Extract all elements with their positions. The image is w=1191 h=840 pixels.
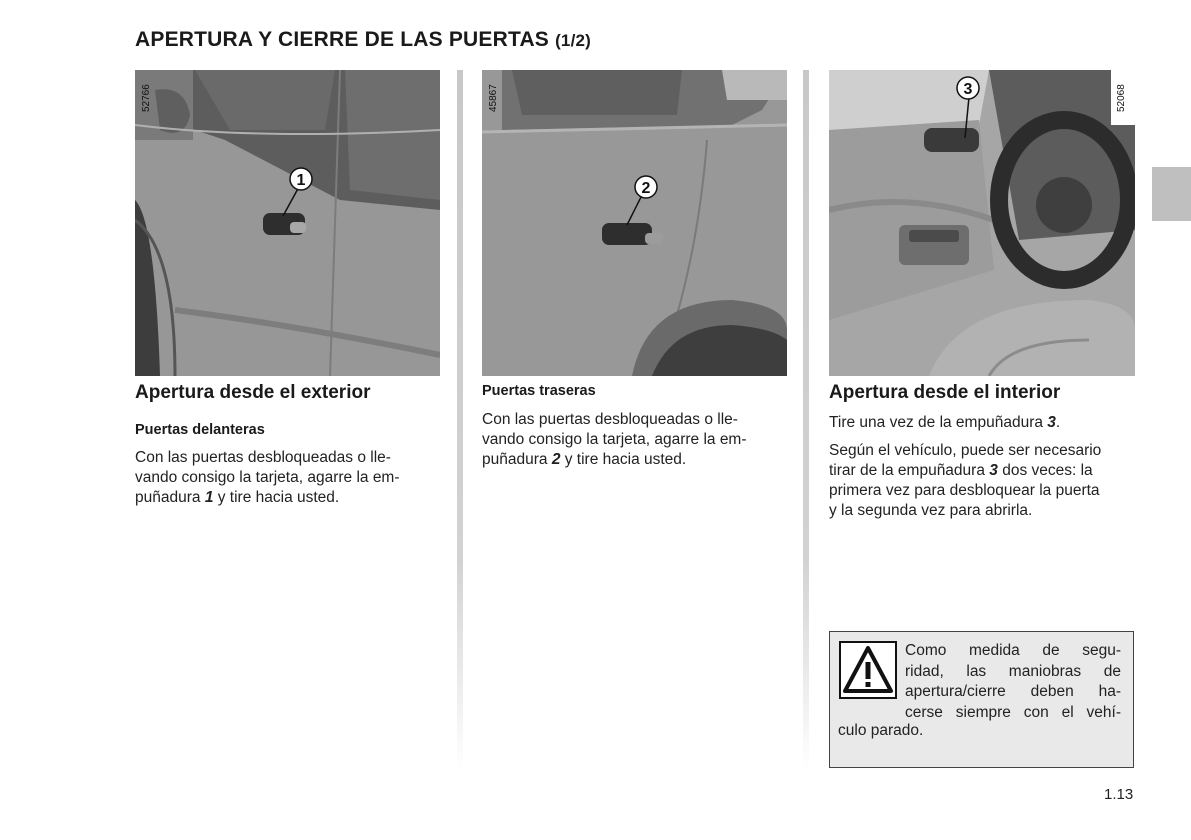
handle-number: 3 — [989, 462, 998, 479]
chapter-tab — [1152, 167, 1191, 221]
callout-3: 3 — [963, 81, 973, 98]
page-number: 1.13 — [1104, 786, 1134, 803]
column-divider-right — [803, 70, 809, 770]
text-line: Con las puertas desbloqueadas o lle- — [135, 449, 391, 466]
heading-interior: Apertura desde el interior — [829, 382, 1061, 403]
handle-number: 2 — [551, 451, 561, 468]
subheading-front-doors: Puertas delanteras — [135, 422, 265, 438]
warning-text-last-line: culo parado. — [838, 722, 924, 739]
text-line: vando consigo la tarjeta, agarre la em- — [482, 431, 747, 448]
text-line: Con las puertas desbloqueadas o lle- — [482, 411, 738, 428]
figure-rear-door — [482, 70, 787, 376]
text-line: primera vez para desbloquear la puerta — [829, 482, 1100, 499]
text-line: y la segunda vez para abrirla. — [829, 502, 1033, 519]
paragraph-interior-1 — [829, 413, 1135, 433]
text-span: Tire una vez de la empuñadura — [829, 414, 1048, 431]
text-line: ridad, las maniobras de — [905, 662, 1121, 680]
warning-icon — [839, 641, 897, 699]
page-title-part: (1/2) — [555, 31, 592, 50]
subheading-rear-doors: Puertas traseras — [482, 383, 596, 399]
page-title — [135, 28, 591, 52]
heading-exterior: Apertura desde el exterior — [135, 382, 371, 403]
paragraph-front-doors — [135, 448, 440, 508]
callout-1: 1 — [296, 172, 306, 189]
text-line — [482, 450, 787, 470]
figure-id-1: 52766 — [141, 84, 152, 112]
text-line: Como medida de segu- — [905, 642, 1121, 659]
text-span: . — [1055, 414, 1061, 431]
page-title-text: APERTURA Y CIERRE DE LAS PUERTAS — [135, 28, 550, 51]
figure-id-3: 52068 — [1116, 84, 1127, 112]
warning-text — [905, 641, 1121, 723]
callout-2: 2 — [641, 180, 651, 197]
figure-id-2: 45867 — [488, 84, 499, 112]
paragraph-interior-2 — [829, 441, 1135, 521]
handle-number: 1 — [204, 489, 214, 506]
text-span: dos veces: la — [997, 462, 1093, 479]
text-line — [135, 488, 440, 508]
text-line: cerse siempre con el vehí- — [905, 703, 1121, 721]
text-span: y tire hacia usted. — [213, 489, 340, 506]
text-span: tirar de la empuñadura — [829, 462, 990, 479]
text-span: puñadura — [135, 489, 205, 506]
figure-front-door — [135, 70, 440, 376]
column-divider-left — [457, 70, 463, 770]
paragraph-rear-doors — [482, 410, 787, 470]
text-span: y tire hacia usted. — [560, 451, 687, 468]
handle-number: 3 — [1047, 414, 1056, 431]
text-line — [829, 461, 1135, 481]
text-span: puñadura — [482, 451, 552, 468]
text-line: Según el vehículo, puede ser necesario — [829, 442, 1102, 459]
text-line: apertura/cierre deben ha- — [905, 683, 1121, 700]
text-line: vando consigo la tarjeta, agarre la em- — [135, 469, 400, 486]
figure-interior — [829, 70, 1135, 376]
